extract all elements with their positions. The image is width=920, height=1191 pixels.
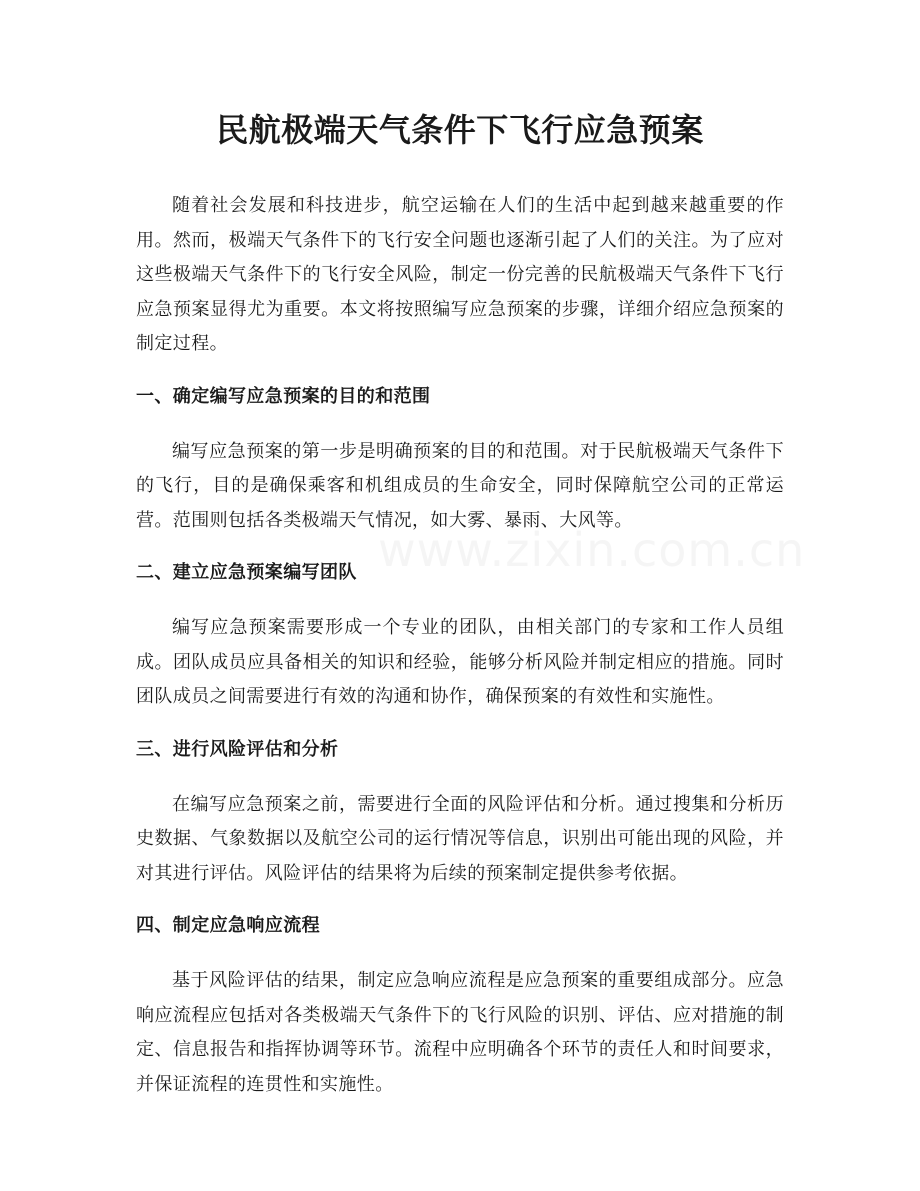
section-paragraph: 在编写应急预案之前，需要进行全面的风险评估和分析。通过搜集和分析历史数据、气象数据以及航空公司的运行情况等信息，识别出可能出现的风险，并对其进行评估。风险评估的结果将为后续的预案制定提供参考依据。 (136, 793, 784, 884)
watermark: www.zixin.com.cn (378, 523, 806, 577)
document-title: 民航极端天气条件下飞行应急预案 (216, 111, 704, 149)
section-1 (136, 382, 784, 539)
section-paragraph: 编写应急预案的第一步是明确预案的目的和范围。对于民航极端天气条件下的飞行，目的是确保乘客和机组成员的生命安全，同时保障航空公司的正常运营。范围则包括各类极端天气情况，如大雾、暴雨、大风等。 (136, 440, 784, 531)
section-heading: 一、确定编写应急预案的目的和范围 (136, 385, 431, 407)
section-heading: 三、进行风险评估和分析 (136, 738, 339, 760)
section-heading: 二、建立应急预案编写团队 (136, 562, 357, 583)
section-paragraph: 基于风险评估的结果，制定应急响应流程是应急预案的重要组成部分。应急响应流程应包括对各类极端天气条件下的飞行风险的识别、评估、应对措施的制定、信息报告和指挥协调等环节。流程中应明确各个环节的责任人和时间要求，并保证流程的连贯性和实施性。 (136, 970, 784, 1095)
section-paragraph: 编写应急预案需要形成一个专业的团队，由相关部门的专家和工作人员组成。团队成员应具备相关的知识和经验，能够分析风险并制定相应的措施。同时团队成员之间需要进行有效的沟通和协作，确保预案的有效性和实施性。 (136, 617, 784, 707)
section-2 (136, 558, 784, 715)
section-4 (136, 911, 784, 1102)
section-3 (136, 735, 784, 892)
section-heading: 四、制定应急响应流程 (136, 915, 320, 936)
intro-paragraph: 随着社会发展和科技进步，航空运输在人们的生活中起到越来越重要的作用。然而，极端天气条件下的飞行安全问题也逐渐引起了人们的关注。为了应对这些极端天气条件下的飞行安全风险，制定一份完善的民航极端天气条件下飞行应急预案显得尤为重要。本文将按照编写应急预案的步骤，详细介绍应急预案的制定过程。 (136, 195, 784, 354)
